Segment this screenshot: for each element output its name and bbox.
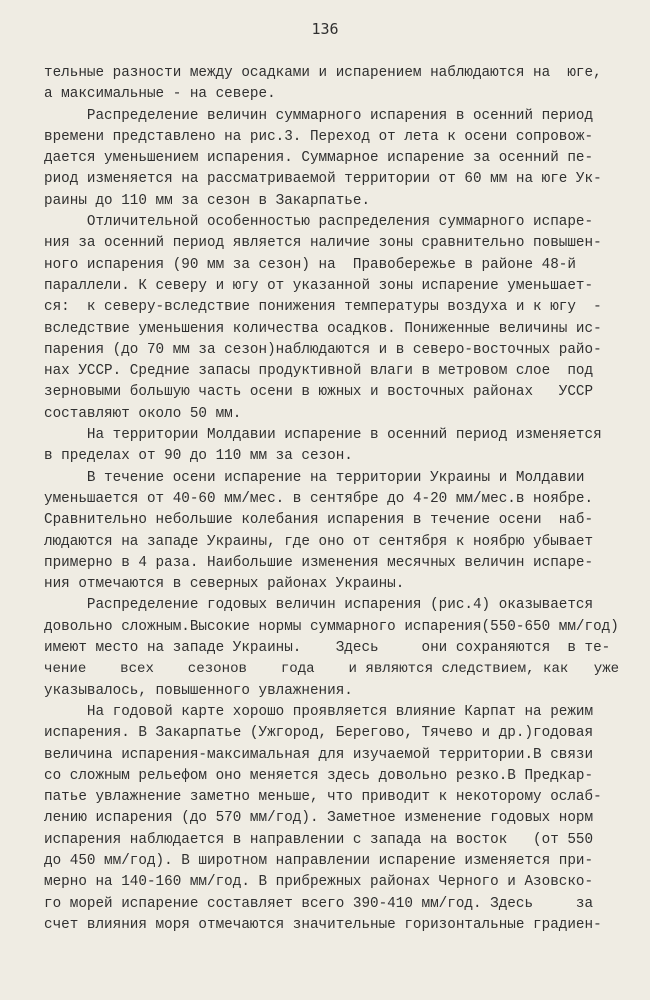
text-line: ся: к северу-вследствие понижения температуры воздуха и к югу - <box>44 299 602 316</box>
text-line: составляют около 50 мм. <box>44 405 242 422</box>
page-number: 136 <box>311 20 339 38</box>
text-line: го морей испарение составляет всего 390-410 мм/год. Здесь за <box>44 895 594 912</box>
text-line: параллели. К северу и югу от указанной зоны испарение уменьшает- <box>44 277 594 294</box>
text-line: до 450 мм/год). В широтном направлении испарение изменяется при- <box>44 852 594 869</box>
text-line: величина испарения-максимальная для изучаемой территории.В связи <box>44 746 594 763</box>
text-line: Распределение годовых величин испарения (рис.4) оказывается <box>44 597 594 614</box>
text-line: В течение осени испарение на территории Украины и Молдавии <box>44 469 585 486</box>
text-line: а максимальные - на севере. <box>44 86 276 103</box>
text-line: времени представлено на рис.3. Переход от лета к осени сопровож- <box>44 128 594 145</box>
text-line: Сравнительно небольшие колебания испарения в течение осени наб- <box>44 512 594 529</box>
text-line: счет влияния моря отмечаются значительные горизонтальные градиен- <box>44 916 602 933</box>
text-line: вследствие уменьшения количества осадков. Пониженные величины ис- <box>44 320 602 337</box>
text-line: раины до 110 мм за сезон в Закарпатье. <box>44 192 371 209</box>
text-line: испарения. В Закарпатье (Ужгород, Берегово, Тячево и др.)годовая <box>44 725 594 742</box>
text-line: тельные разности между осадками и испарением наблюдаются на юге, <box>44 65 602 81</box>
text-line: примерно в 4 раза. Наибольшие изменения месячных величин испаре- <box>44 554 594 571</box>
text-line: со сложным рельефом оно меняется здесь довольно резко.В Предкар- <box>44 767 594 784</box>
text-line: риод изменяется на рассматриваемой территории от 60 мм на юге Ук- <box>44 171 602 188</box>
text-line: нах УССР. Средние запасы продуктивной влаги в метровом слое под <box>44 363 594 380</box>
text-line: довольно сложным.Высокие нормы суммарного испарения(550-650 мм/год) <box>44 618 619 635</box>
text-line: имеют место на западе Украины. Здесь они сохраняются в те- <box>44 640 611 657</box>
text-line: дается уменьшением испарения. Суммарное испарение за осенний пе- <box>44 150 594 167</box>
text-line: На территории Молдавии испарение в осенний период изменяется <box>44 427 602 444</box>
text-line: лению испарения (до 570 мм/год). Заметное изменение годовых норм <box>44 810 594 827</box>
text-line: в пределах от 90 до 110 мм за сезон. <box>44 448 353 465</box>
text-line: указывалось, повышенного увлажнения. <box>44 682 353 699</box>
text-line: Отличительной особенностью распределения суммарного испаре- <box>44 214 594 231</box>
body-text <box>44 63 619 936</box>
text-line: На годовой карте хорошо проявляется влияние Карпат на режим <box>44 703 594 720</box>
text-line: испарения наблюдается в направлении с запада на восток (от 550 <box>44 831 594 848</box>
text-line: зерновыми большую часть осени в южных и восточных районах УССР <box>44 384 594 401</box>
text-line: Распределение величин суммарного испарения в осенний период <box>44 107 594 124</box>
text-line: ния отмечаются в северных районах Украины. <box>44 576 405 593</box>
text-line: мерно на 140-160 мм/год. В прибрежных районах Черного и Азовско- <box>44 874 594 891</box>
text-line: чение всех сезонов года и являются следствием, как уже <box>44 661 620 678</box>
text-line: уменьшается от 40-60 мм/мес. в сентябре до 4-20 мм/мес.в ноябре. <box>44 490 594 507</box>
text-line: ного испарения (90 мм за сезон) на Правобережье в районе 48-й <box>44 256 576 273</box>
text-line: ния за осенний период является наличие зоны сравнительно повышен- <box>44 235 602 252</box>
text-line: парения (до 70 мм за сезон)наблюдаются и в северо-восточных райо- <box>44 341 602 358</box>
text-line: людаются на западе Украины, где оно от сентября к ноябрю убывает <box>44 533 594 550</box>
text-line: патье увлажнение заметно меньше, что приводит к некоторому ослаб- <box>44 789 602 806</box>
